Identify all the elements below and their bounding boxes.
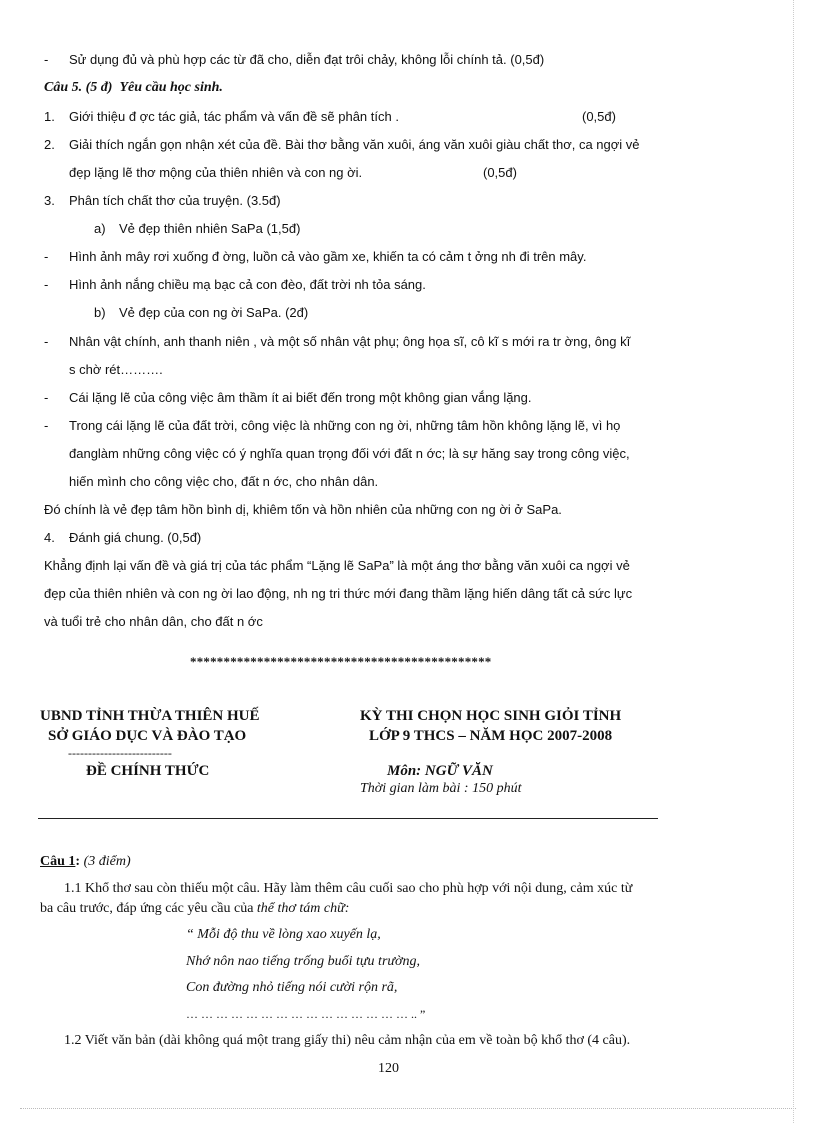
verse-form: thể thơ tám chữ:	[256, 901, 350, 916]
org-line-1: UBND TỈNH THỪA THIÊN HUẾ	[40, 708, 260, 724]
poem-line-2: Nhớ nôn nao tiếng trống buổi tựu trường,	[186, 954, 421, 969]
list-letter: a)	[94, 221, 106, 236]
exam-title: KỲ THI CHỌN HỌC SINH GIỎI TỈNH	[360, 708, 622, 724]
question-1-colon: :	[75, 854, 81, 869]
text-line: Trong cái lặng lẽ của đất trời, công việc là những con ng ời, những tâm hồn không lặng lẽ, vì họ	[69, 418, 621, 433]
list-number: 2.	[44, 137, 55, 152]
official-label: ĐỀ CHÍNH THỨC	[86, 763, 210, 779]
score: (0,5đ)	[483, 165, 517, 180]
text-line: Khẳng định lại vấn đề và giá trị của tác phẩm “Lặng lẽ SaPa” là một áng thơ bằng văn xuôi ca ngợi vẻ	[44, 558, 630, 573]
text-line: Giải thích ngắn gọn nhận xét của đề. Bài thơ bằng văn xuôi, áng văn xuôi giàu chất thơ, ca ngợi vẻ	[69, 137, 640, 152]
header-divider	[38, 818, 658, 819]
question-5-requirement: Yêu cầu học sinh.	[119, 80, 223, 95]
list-number: 1.	[44, 109, 55, 124]
text-line: Đánh giá chung. (0,5đ)	[69, 530, 202, 545]
bullet-dash: -	[44, 418, 49, 433]
question-5-label: Câu 5. (5 đ)	[44, 80, 113, 95]
bullet-dash: -	[44, 52, 49, 67]
text-line: Phân tích chất thơ của truyện. (3.5đ)	[69, 193, 281, 208]
exam-grade-year: LỚP 9 THCS – NĂM HỌC 2007-2008	[369, 728, 613, 744]
page-right-border	[793, 0, 794, 1123]
text-line: đanglàm những công việc có ý nghĩa quan trọng đối với đất n ớc; là sự hăng say trong công việc,	[69, 446, 630, 461]
question-1-heading	[40, 853, 131, 871]
question-1-1-text: ba câu trước, đáp ứng các yêu cầu của	[40, 901, 257, 916]
bullet-dash: -	[44, 277, 49, 292]
text-line: Hình ảnh mây rơi xuống đ ờng, luồn cả vào gầm xe, khiến ta có cảm t ởng nh đi trên mây.	[69, 249, 587, 264]
text-line: Đó chính là vẻ đẹp tâm hồn bình dị, khiêm tốn và hồn nhiên của những con ng ời ở SaPa.	[44, 502, 562, 517]
org-line-2: SỞ GIÁO DỤC VÀ ĐÀO TẠO	[48, 728, 247, 744]
subject: Môn: NGỮ VĂN	[387, 763, 493, 779]
question-5-heading	[44, 79, 223, 97]
list-number: 3.	[44, 193, 55, 208]
text-line: Giới thiệu đ ợc tác giả, tác phẩm và vấn đề sẽ phân tích .	[69, 109, 399, 124]
org-underline: --------------------------	[68, 746, 172, 760]
bullet-dash: -	[44, 334, 49, 349]
text-line: Cái lặng lẽ của công việc âm thầm ít ai biết đến trong một không gian vắng lặng.	[69, 390, 532, 405]
text-line: s chờ rét……….	[69, 362, 163, 377]
question-1-label: Câu 1	[40, 854, 76, 869]
question-1-points: (3 điểm)	[83, 854, 131, 869]
question-1-1-line-1: 1.1 Khổ thơ sau còn thiếu một câu. Hãy làm thêm câu cuối sao cho phù hợp với nội dung, cảm xúc từ	[64, 881, 633, 896]
text-line: đẹp lặng lẽ thơ mộng của thiên nhiên và con ng ời.	[69, 165, 363, 180]
question-1-1-line-2	[40, 900, 349, 918]
star-separator: *********************************************	[190, 654, 492, 669]
text-line: đẹp của thiên nhiên và con ng ời lao động, nh ng tri thức mới đang thầm lặng hiến dâng tất cả sức lực	[44, 586, 633, 601]
text-line: Vẻ đẹp thiên nhiên SaPa (1,5đ)	[119, 221, 301, 236]
poem-line-4-blank: … … … … … … … … … … … … … … … .. ”	[186, 1007, 426, 1021]
bullet-dash: -	[44, 249, 49, 264]
time-allowed: Thời gian làm bài : 150 phút	[360, 781, 522, 796]
text-line: hiến mình cho công việc cho, đất n ớc, cho nhân dân.	[69, 474, 379, 489]
bullet-dash: -	[44, 390, 49, 405]
score: (0,5đ)	[582, 109, 616, 124]
poem-line-1: “ Mỗi độ thu về lòng xao xuyến lạ,	[186, 927, 381, 942]
list-letter: b)	[94, 305, 106, 320]
text-line: và tuổi trẻ cho nhân dân, cho đất n ớc	[44, 614, 263, 629]
text-line: Hình ảnh nắng chiều mạ bạc cả con đèo, đất trời nh tỏa sáng.	[69, 277, 426, 292]
text-line: Vẻ đẹp của con ng ời SaPa. (2đ)	[119, 305, 309, 320]
text-line: Nhân vật chính, anh thanh niên , và một số nhân vật phụ; ông họa sĩ, cô kĩ s mới ra tr ờng, ông kĩ	[69, 334, 631, 349]
poem-line-3: Con đường nhỏ tiếng nói cười rộn rã,	[186, 980, 398, 995]
page-bottom-border	[20, 1108, 796, 1109]
list-number: 4.	[44, 530, 55, 545]
page-number: 120	[378, 1061, 399, 1076]
question-1-2: 1.2 Viết văn bản (dài không quá một trang giấy thi) nêu cảm nhận của em về toàn bộ khổ thơ (4 câu).	[64, 1033, 631, 1048]
text-line: Sử dụng đủ và phù hợp các từ đã cho, diễn đạt trôi chảy, không lỗi chính tả. (0,5đ)	[69, 52, 545, 67]
